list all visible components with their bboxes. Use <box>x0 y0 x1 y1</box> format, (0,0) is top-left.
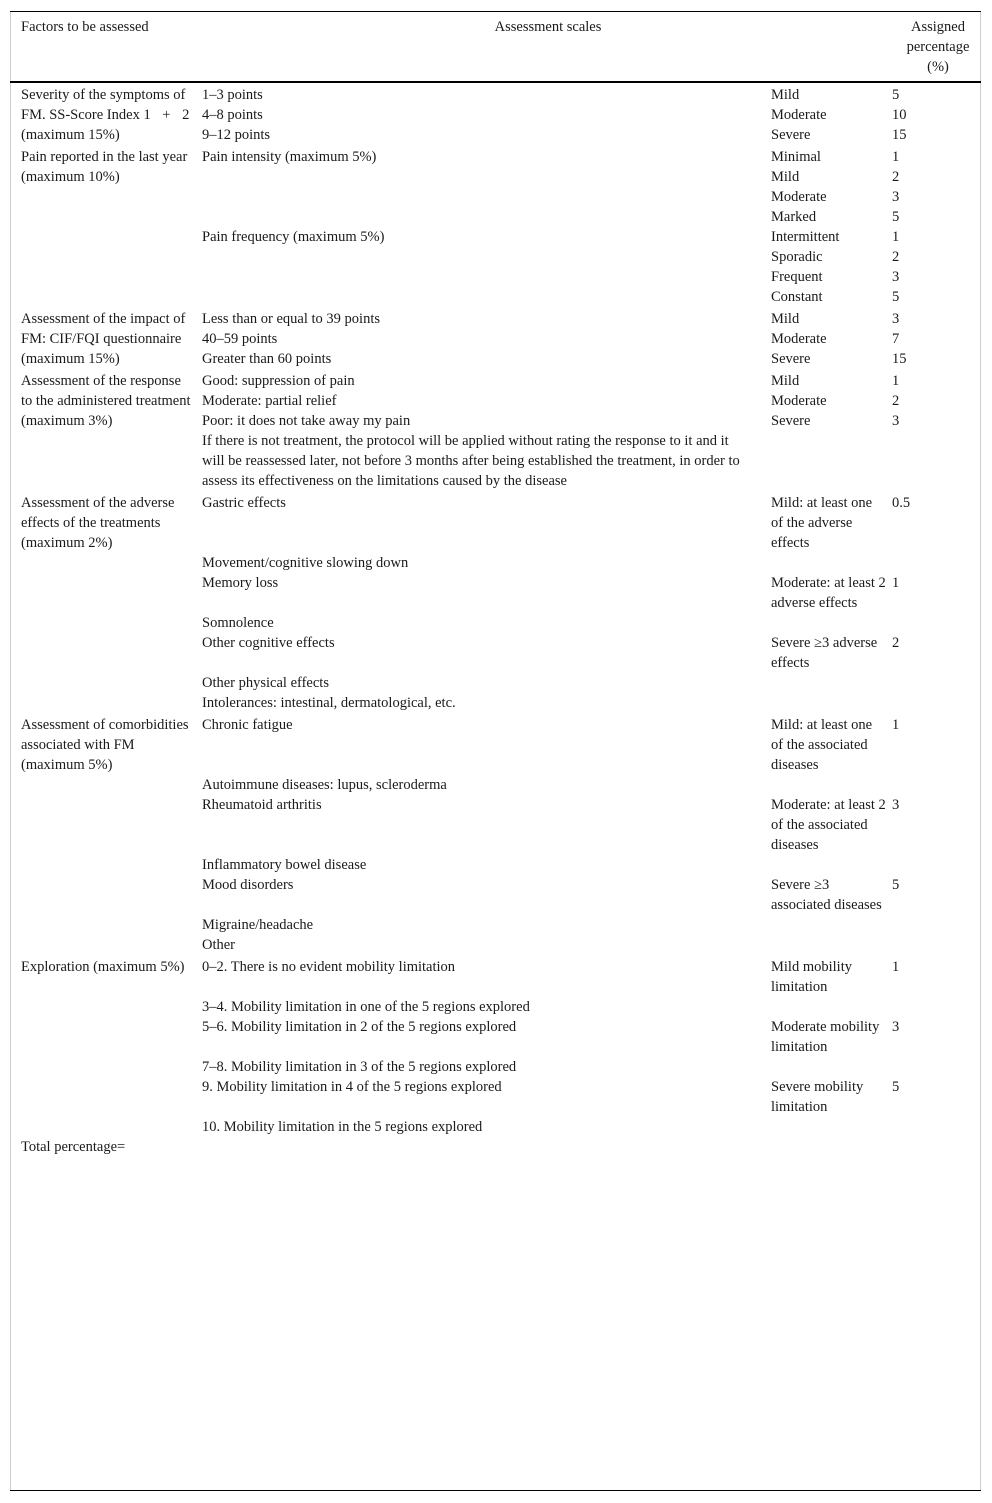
grade-cell: Mild mobility limitation <box>771 959 852 995</box>
percentage-cell: 2 <box>892 393 900 409</box>
grade-cell: Severe ≥3 adverse effects <box>771 635 878 671</box>
table-row <box>10 307 981 329</box>
percentage-cell: 1 <box>892 149 900 165</box>
grade-cell <box>771 997 892 1017</box>
grade-cell <box>771 855 892 875</box>
header-percentage: Assigned percentage (%) <box>906 19 970 75</box>
percentage-cell <box>892 855 981 875</box>
table-row <box>10 369 981 391</box>
factor-cell: Pain reported in the last year (maximum 10%) <box>21 149 188 185</box>
scale-cell <box>202 187 771 207</box>
percentage-cell: 2 <box>892 169 900 185</box>
grade-cell: Mild: at least one of the associated diseases <box>771 717 873 773</box>
grade-cell <box>771 1057 892 1077</box>
percentage-cell <box>892 553 981 573</box>
percentage-cell: 3 <box>892 413 900 429</box>
grade-cell: Moderate mobility limitation <box>771 1019 880 1055</box>
table-top-rule <box>10 11 981 12</box>
scale-cell: If there is not treatment, the protocol will be applied without rating the response to it and it will be reassessed later, not before 3 months after being established the treatment, in order to assess its effectiveness on the limitations caused by the disease <box>202 433 740 489</box>
percentage-cell: 3 <box>892 797 900 813</box>
percentage-cell: 0.5 <box>892 495 911 511</box>
grade-cell: Moderate <box>771 393 827 409</box>
scale-cell: 9. Mobility limitation in 4 of the 5 regions explored <box>202 1079 502 1095</box>
scale-cell: Moderate: partial relief <box>202 393 337 409</box>
grade-cell <box>771 1117 892 1137</box>
grade-cell: Moderate <box>771 189 827 205</box>
percentage-cell: 2 <box>892 249 900 265</box>
scale-cell: Good: suppression of pain <box>202 373 355 389</box>
grade-cell: Marked <box>771 209 817 225</box>
scale-cell: 3–4. Mobility limitation in one of the 5 regions explored <box>202 999 530 1015</box>
percentage-cell: 5 <box>892 209 900 225</box>
scale-cell: Rheumatoid arthritis <box>202 797 322 813</box>
percentage-cell <box>892 431 981 491</box>
grade-cell <box>771 613 892 633</box>
scale-cell: Greater than 60 points <box>202 351 332 367</box>
scale-cell: Other <box>202 937 236 953</box>
percentage-cell: 1 <box>892 717 900 733</box>
scale-cell: Gastric effects <box>202 495 286 511</box>
scale-cell: Inflammatory bowel disease <box>202 857 367 873</box>
grade-cell <box>771 431 892 491</box>
percentage-cell <box>892 997 981 1017</box>
scale-cell <box>202 207 771 227</box>
grade-cell: Frequent <box>771 269 823 285</box>
scale-cell: 7–8. Mobility limitation in 3 of the 5 regions explored <box>202 1059 517 1075</box>
scale-cell: Other physical effects <box>202 675 329 691</box>
percentage-cell <box>892 1057 981 1077</box>
percentage-cell: 3 <box>892 1019 900 1035</box>
factor-cell: Assessment of the adverse effects of the treatments (maximum 2%) <box>21 495 175 551</box>
percentage-cell: 7 <box>892 331 900 347</box>
total-row <box>10 1137 981 1157</box>
percentage-cell <box>892 613 981 633</box>
scale-cell: Migraine/headache <box>202 917 314 933</box>
percentage-cell: 5 <box>892 1079 900 1095</box>
scale-cell: Chronic fatigue <box>202 717 293 733</box>
percentage-cell: 3 <box>892 189 900 205</box>
assessment-table <box>10 85 981 1157</box>
table-row <box>10 145 981 167</box>
header-factors: Factors to be assessed <box>21 19 149 35</box>
percentage-cell: 15 <box>892 127 907 143</box>
scale-cell: Mood disorders <box>202 877 294 893</box>
percentage-cell <box>892 693 981 713</box>
percentage-cell: 3 <box>892 311 900 327</box>
scale-cell: Less than or equal to 39 points <box>202 311 381 327</box>
scale-cell: 40–59 points <box>202 331 278 347</box>
percentage-cell: 1 <box>892 959 900 975</box>
grade-cell: Severe <box>771 413 811 429</box>
percentage-cell <box>892 915 981 935</box>
grade-cell <box>771 673 892 693</box>
grade-cell: Sporadic <box>771 249 823 265</box>
percentage-cell: 5 <box>892 289 900 305</box>
percentage-cell: 1 <box>892 229 900 245</box>
scale-cell: 10. Mobility limitation in the 5 regions explored <box>202 1119 483 1135</box>
grade-cell <box>771 915 892 935</box>
percentage-cell <box>892 1117 981 1137</box>
table-row <box>10 713 981 775</box>
scale-cell: 1–3 points <box>202 87 263 103</box>
percentage-cell: 5 <box>892 877 900 893</box>
scale-cell: Autoimmune diseases: lupus, scleroderma <box>202 777 447 793</box>
grade-cell: Severe <box>771 127 811 143</box>
table-row <box>10 491 981 553</box>
scale-cell: Pain intensity (maximum 5%) <box>202 149 377 165</box>
scale-cell: 9–12 points <box>202 127 271 143</box>
factor-cell: Exploration (maximum 5%) <box>21 959 185 975</box>
percentage-cell: 2 <box>892 635 900 651</box>
percentage-cell: 1 <box>892 373 900 389</box>
percentage-cell: 10 <box>892 107 907 123</box>
table-row <box>10 85 981 105</box>
percentage-cell: 3 <box>892 269 900 285</box>
scale-cell: Poor: it does not take away my pain <box>202 413 411 429</box>
scale-cell: 5–6. Mobility limitation in 2 of the 5 regions explored <box>202 1019 517 1035</box>
table-row <box>10 955 981 997</box>
grade-cell: Moderate <box>771 331 827 347</box>
scale-cell: 0–2. There is no evident mobility limitation <box>202 959 456 975</box>
scale-cell: Pain frequency (maximum 5%) <box>202 229 385 245</box>
header-scales: Assessment scales <box>494 19 602 35</box>
grade-cell: Constant <box>771 289 823 305</box>
grade-cell <box>771 775 892 795</box>
percentage-cell: 1 <box>892 575 900 591</box>
grade-cell <box>771 935 892 955</box>
table-bottom-rule <box>10 1490 981 1491</box>
scale-cell: Other cognitive effects <box>202 635 335 651</box>
factor-cell: Assessment of the response to the administered treatment (maximum 3%) <box>21 373 191 429</box>
percentage-cell <box>892 935 981 955</box>
grade-cell: Moderate: at least 2 adverse effects <box>771 575 886 611</box>
scale-cell: Movement/cognitive slowing down <box>202 555 409 571</box>
factor-cell: Assessment of the impact of FM: CIF/FQI questionnaire (maximum 15%) <box>21 311 186 367</box>
total-percentage-label: Total percentage= <box>21 1139 126 1155</box>
grade-cell: Severe mobility limitation <box>771 1079 864 1115</box>
grade-cell: Severe <box>771 351 811 367</box>
scale-cell <box>202 267 771 287</box>
scale-cell <box>202 247 771 267</box>
grade-cell: Intermittent <box>771 229 840 245</box>
header-rule <box>10 81 981 83</box>
scale-cell <box>202 287 771 307</box>
grade-cell: Moderate: at least 2 of the associated diseases <box>771 797 886 853</box>
grade-cell: Mild <box>771 169 800 185</box>
grade-cell <box>771 553 892 573</box>
scale-cell: Memory loss <box>202 575 279 591</box>
grade-cell: Mild <box>771 87 800 103</box>
grade-cell: Moderate <box>771 107 827 123</box>
percentage-cell: 15 <box>892 351 907 367</box>
scale-cell <box>202 167 771 187</box>
scale-cell: Intolerances: intestinal, dermatological, etc. <box>202 695 456 711</box>
grade-cell: Severe ≥3 associated diseases <box>771 877 882 913</box>
percentage-cell <box>892 775 981 795</box>
percentage-cell <box>892 673 981 693</box>
grade-cell <box>771 693 892 713</box>
percentage-cell: 5 <box>892 87 900 103</box>
factor-cell: Severity of the symptoms of FM. SS-Score Index 1 + 2 (maximum 15%) <box>21 87 190 143</box>
grade-cell: Mild <box>771 311 800 327</box>
scale-cell: Somnolence <box>202 615 274 631</box>
grade-cell: Minimal <box>771 149 821 165</box>
scale-cell: 4–8 points <box>202 107 263 123</box>
factor-cell: Assessment of comorbidities associated with FM (maximum 5%) <box>21 717 189 773</box>
grade-cell: Mild: at least one of the adverse effects <box>771 495 873 551</box>
grade-cell: Mild <box>771 373 800 389</box>
